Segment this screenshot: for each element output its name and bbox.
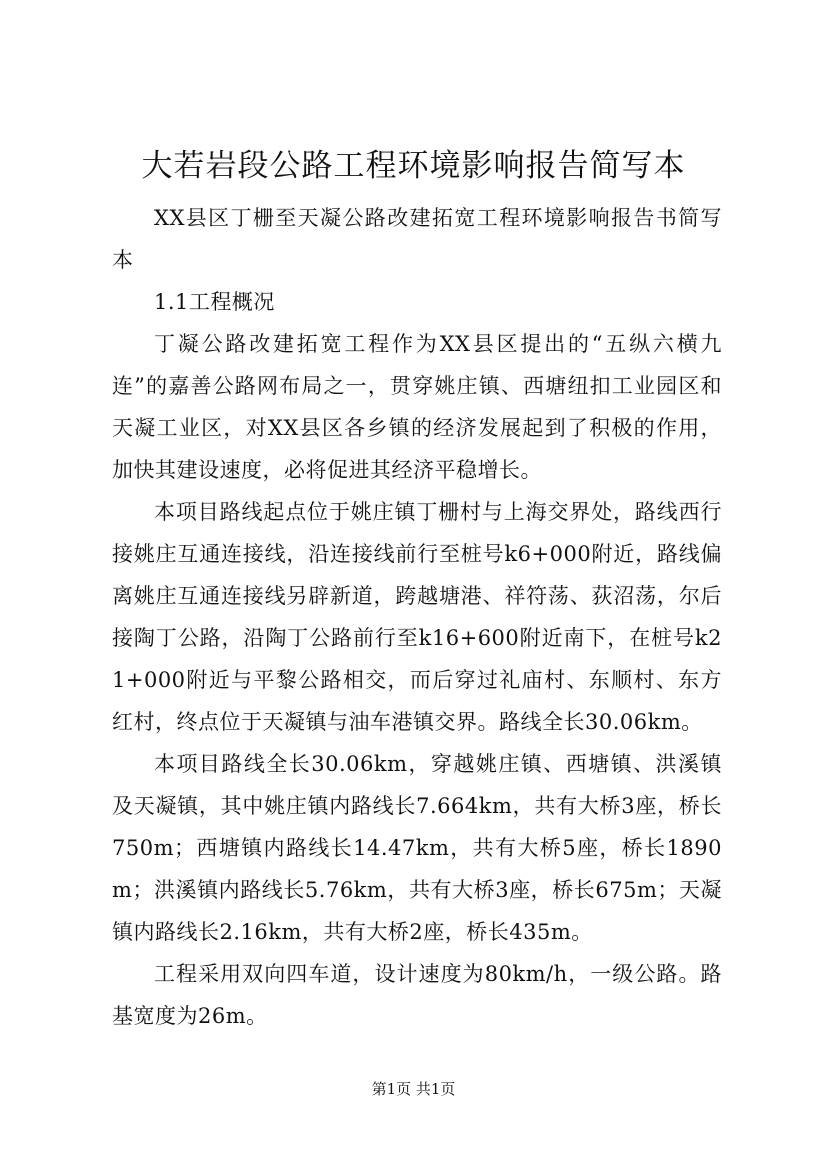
- paragraph-design-standards: 工程采用双向四车道，设计速度为80km/h，一级公路。路基宽度为26m。: [112, 962, 722, 1028]
- document-title: 大若岩段公路工程环境影响报告简写本: [141, 148, 686, 184]
- document-body: [112, 197, 722, 1037]
- paragraph-subtitle: XX县区丁栅至天凝公路改建拓宽工程环境影响报告书简写本: [112, 206, 722, 272]
- paragraph-route-length-breakdown: 本项目路线全长30.06km，穿越姚庄镇、西塘镇、洪溪镇及天凝镇，其中姚庄镇内路线长7.664km，共有大桥3座，桥长750m；西塘镇内路线长14.47km，共有大桥5座，桥长1890m；洪溪镇内路线长5.76km，共有大桥3座，桥长675m；天凝镇内路线长2.16km，共有大桥2座，桥长435m。: [112, 752, 722, 944]
- page-number-label: 第1页 共1页: [371, 1080, 456, 1098]
- paragraph-route-description: 本项目路线起点位于姚庄镇丁栅村与上海交界处，路线西行接姚庄互通连接线，沿连接线前行至桩号k6+000附近，路线偏离姚庄互通连接线另辟新道，跨越塘港、祥符荡、荻沼荡，尔后接陶丁公路，沿陶丁公路前行至k16+600附近南下，在桩号k21+000附近与平黎公路相交，而后穿过礼庙村、东顺村、东方红村，终点位于天凝镇与油车港镇交界。路线全长30.06km。: [112, 500, 722, 734]
- paragraph-project-background: 丁凝公路改建拓宽工程作为XX县区提出的“五纵六横九连”的嘉善公路网布局之一，贯穿姚庄镇、西塘纽扣工业园区和天凝工业区，对XX县区各乡镇的经济发展起到了积极的作用，加快其建设速度，必将促进其经济平稳增长。: [112, 332, 722, 482]
- section-heading-overview: 1.1工程概况: [154, 290, 275, 314]
- page-footer: [0, 1079, 827, 1099]
